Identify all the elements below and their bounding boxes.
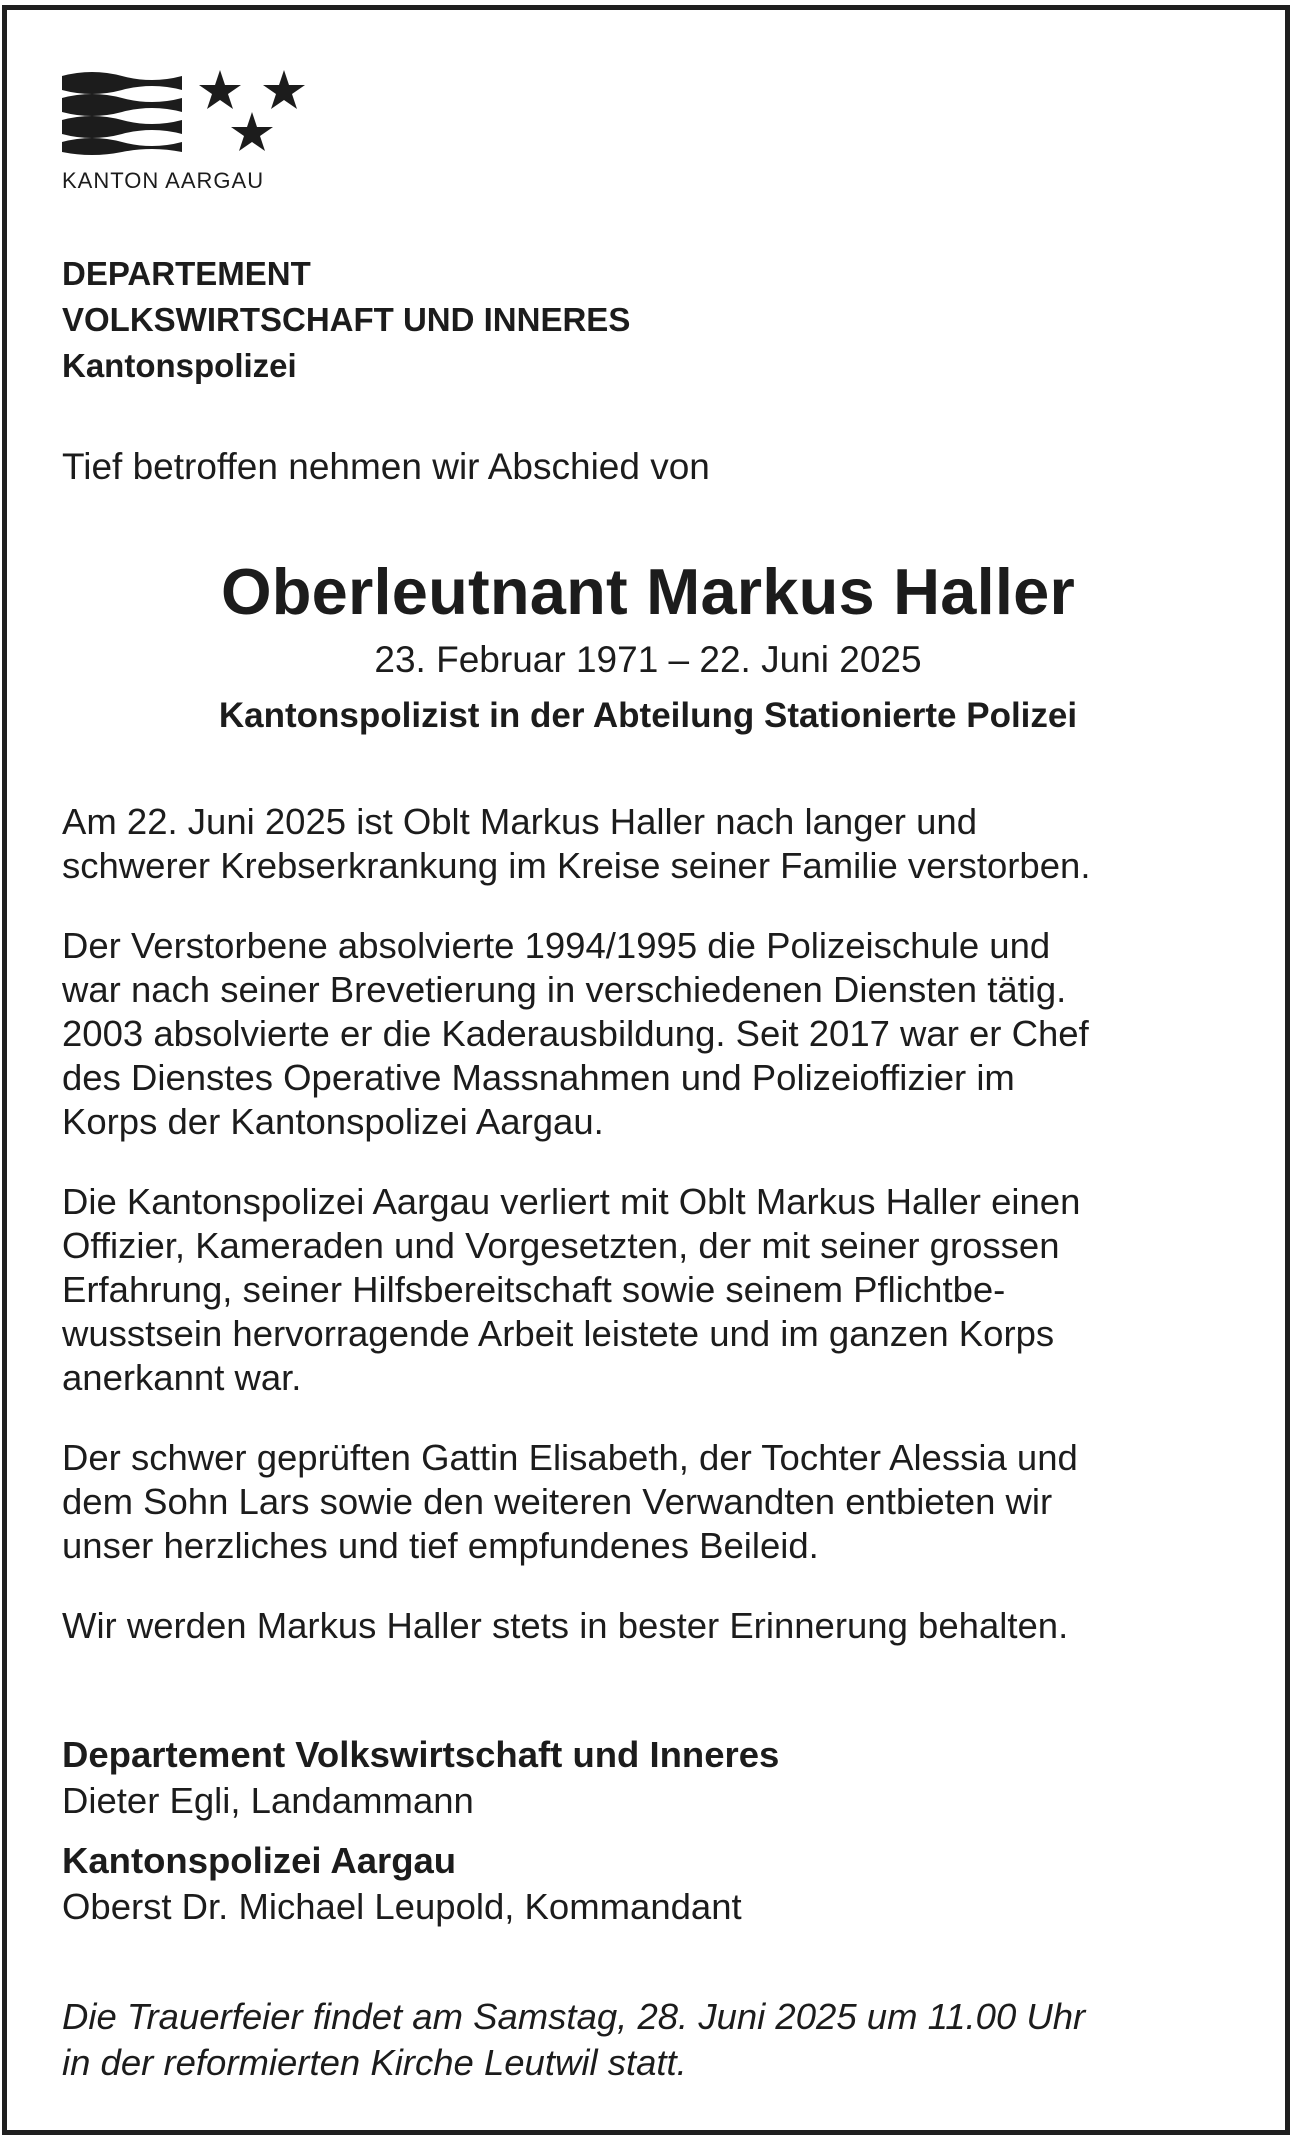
- funeral-service-info: [62, 1994, 1085, 2086]
- paragraph-line: Korps der Kantonspolizei Aargau.: [62, 1101, 604, 1142]
- paragraph-line: schwerer Krebserkrankung im Kreise seiner Familie verstorben.: [62, 845, 1091, 886]
- paragraph: [62, 800, 1242, 888]
- paragraph-line: Die Kantonspolizei Aargau verliert mit Oblt Markus Haller einen: [62, 1181, 1081, 1222]
- paragraph-line: wusstsein hervorragende Arbeit leistete und im ganzen Korps: [62, 1313, 1055, 1354]
- paragraph: [62, 1180, 1242, 1400]
- intro-text: Tief betroffen nehmen wir Abschied von: [62, 446, 710, 487]
- paragraph: [62, 924, 1242, 1144]
- paragraph-line: des Dienstes Operative Massnahmen und Polizeioffizier im: [62, 1057, 1015, 1098]
- paragraph-line: 2003 absolvierte er die Kaderausbildung. Seit 2017 war er Chef: [62, 1013, 1089, 1054]
- notice-body: [62, 800, 1242, 1684]
- signature-person: Oberst Dr. Michael Leupold, Kommandant: [62, 1886, 742, 1927]
- paragraph-line: Der schwer geprüften Gattin Elisabeth, der Tochter Alessia und: [62, 1437, 1078, 1478]
- paragraph-line: war nach seiner Brevetierung in verschiedenen Diensten tätig.: [62, 969, 1067, 1010]
- deceased-role: Kantonspolizist in der Abteilung Stationierte Polizei: [218, 696, 1078, 735]
- service-line-2: in der reformierten Kirche Leutwil statt.: [62, 2042, 687, 2083]
- signature-org: Departement Volkswirtschaft und Inneres: [62, 1734, 780, 1775]
- deceased-name: Oberleutnant Markus Haller: [220, 555, 1076, 628]
- paragraph-line: Erfahrung, seiner Hilfsbereitschaft sowie seinem Pflichtbe-: [62, 1269, 1006, 1310]
- department-line-3: Kantonspolizei: [62, 347, 297, 384]
- service-line-1: Die Trauerfeier findet am Samstag, 28. Juni 2025 um 11.00 Uhr: [62, 1996, 1086, 2037]
- paragraph-line: Der Verstorbene absolvierte 1994/1995 die Polizeischule und: [62, 925, 1051, 966]
- department-line-2: VOLKSWIRTSCHAFT UND INNERES: [62, 301, 631, 338]
- logo-text: KANTON AARGAU: [62, 168, 265, 193]
- paragraph: [62, 1436, 1242, 1568]
- department-header: [62, 251, 630, 389]
- paragraph-line: Wir werden Markus Haller stets in bester Erinnerung behalten.: [62, 1605, 1069, 1646]
- signature-person: Dieter Egli, Landammann: [62, 1780, 474, 1821]
- paragraph: [62, 1604, 1242, 1648]
- deceased-dates: 23. Februar 1971 – 22. Juni 2025: [374, 639, 922, 680]
- paragraph-line: anerkannt war.: [62, 1357, 302, 1398]
- paragraph-line: Offizier, Kameraden und Vorgesetzten, der mit seiner grossen: [62, 1225, 1060, 1266]
- signature-org: Kantonspolizei Aargau: [62, 1840, 457, 1881]
- paragraph-line: dem Sohn Lars sowie den weiteren Verwandten entbieten wir: [62, 1481, 1053, 1522]
- signatures: [62, 1732, 779, 1944]
- paragraph-line: unser herzliches und tief empfundenes Beileid.: [62, 1525, 819, 1566]
- paragraph-line: Am 22. Juni 2025 ist Oblt Markus Haller nach langer und: [62, 801, 977, 842]
- department-line-1: DEPARTEMENT: [62, 255, 311, 292]
